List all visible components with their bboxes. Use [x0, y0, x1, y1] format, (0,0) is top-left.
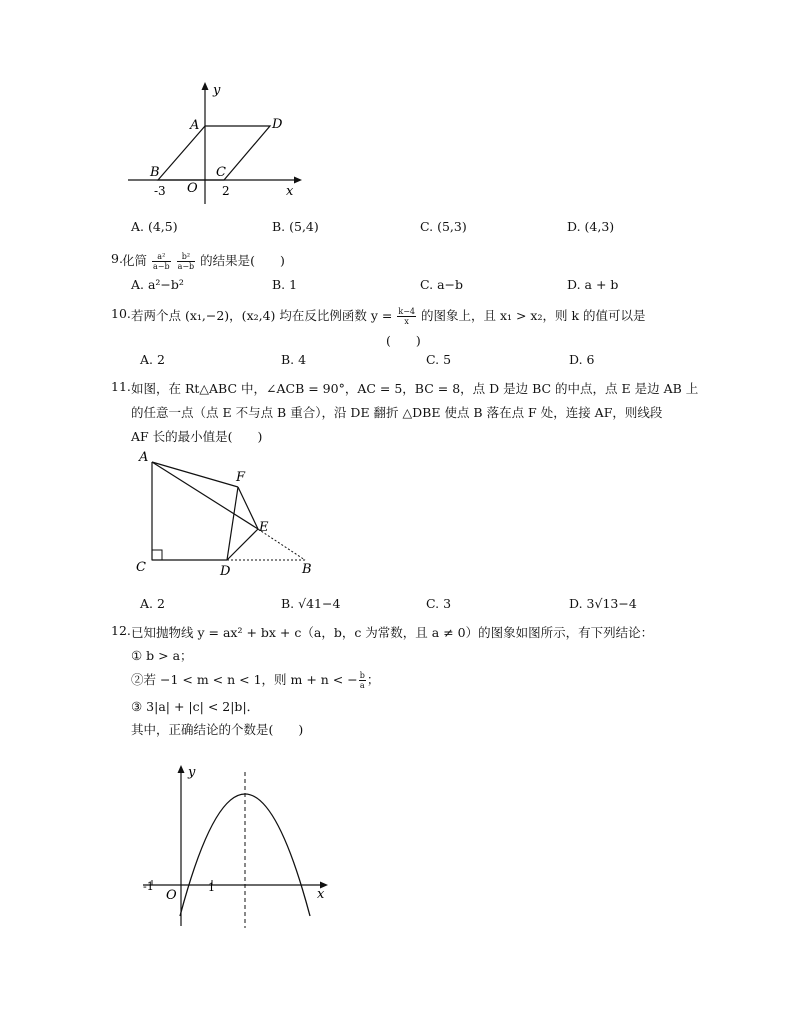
q12-line-1: 已知抛物线 y = ax² + bx + c（a，b，c 为常数，且 a ≠ 0）的图象如图所示，有下列结论：: [131, 625, 654, 640]
q11-option-b[interactable]: B. √41−4: [281, 596, 341, 611]
q10-fraction: $\frac{k-4}{x}$: [398, 307, 415, 326]
q11-point-b-label: B: [302, 562, 312, 577]
point-d-label: D: [272, 117, 283, 132]
q10-option-b[interactable]: B. 4: [281, 352, 307, 367]
q12-question: 其中，正确结论的个数是( ): [131, 722, 304, 737]
q10-text-1: 若两个点 (x₁,−2)，(x₂,4) 均在反比例函数 y =: [131, 308, 397, 323]
q12-conclusion-1: ① b > a；: [131, 648, 193, 663]
q9-option-a[interactable]: A. a²−b²: [131, 277, 184, 292]
q11-number: 11.: [111, 379, 131, 394]
q10-number: 10.: [111, 306, 131, 321]
q9-option-c[interactable]: C. a−b: [420, 277, 463, 292]
q10-stem: [131, 306, 646, 326]
q11-point-a-label: A: [139, 450, 149, 465]
q11-option-a[interactable]: A. 2: [140, 596, 165, 611]
q12-conclusion-2-text: ②若 −1 < m < n < 1，则 m + n < −: [131, 672, 358, 687]
q12-y-axis-label: y: [188, 765, 196, 780]
q9-text-post: 的结果是( ): [200, 253, 285, 268]
q11-point-c-label: C: [136, 560, 146, 575]
tick-neg3-label: -3: [154, 184, 166, 198]
q8-option-a[interactable]: A. (4,5): [131, 219, 178, 234]
q9-text-pre: 化简: [122, 253, 148, 268]
q10-option-c[interactable]: C. 5: [426, 352, 452, 367]
q9-number: 9.: [111, 251, 123, 266]
q10-answer-paren: ( ): [386, 333, 421, 348]
point-b-label: B: [150, 165, 160, 180]
q11-figure: [130, 445, 330, 580]
origin-label: O: [187, 181, 198, 196]
q9-fraction-1: $\frac{\text{a²}}{a-b}$: [153, 252, 170, 271]
q12-conclusion-2-end: ；: [366, 672, 380, 687]
q11-point-d-label: D: [220, 564, 231, 579]
q10-option-a[interactable]: A. 2: [140, 352, 165, 367]
q12-origin-label: O: [166, 888, 177, 903]
q11-line-1: 如图，在 Rt△ABC 中，∠ACB = 90°，AC = 5，BC = 8，点 D 是边 BC 的中点，点 E 是边 AB 上: [131, 381, 699, 396]
q9-option-b[interactable]: B. 1: [272, 277, 298, 292]
q12-figure: [135, 758, 335, 930]
q11-line-3: AF 长的最小值是( ): [131, 429, 263, 444]
y-axis-label: y: [213, 83, 221, 98]
q9-option-d[interactable]: D. a + b: [567, 277, 619, 292]
q11-option-d[interactable]: D. 3√13−4: [569, 596, 637, 611]
q11-point-e-label: E: [259, 520, 269, 535]
q12-conclusion-3: ③ 3|a| + |c| < 2|b|．: [131, 699, 260, 714]
q8-option-d[interactable]: D. (4,3): [567, 219, 615, 234]
q10-text-2: 的图象上，且 x₁ > x₂，则 k 的值可以是: [417, 308, 646, 323]
q11-line-2: 的任意一点（点 E 不与点 B 重合），沿 DE 翻折 △DBE 使点 B 落在点 F 处，连接 AF，则线段: [131, 405, 663, 420]
q12-x-axis-label: x: [317, 887, 325, 902]
q8-figure: [120, 78, 310, 208]
q10-option-d[interactable]: D. 6: [569, 352, 595, 367]
q11-option-c[interactable]: C. 3: [426, 596, 452, 611]
q8-option-c[interactable]: C. (5,3): [420, 219, 467, 234]
q12-fraction: $\frac{b}{a}$: [359, 671, 365, 690]
point-c-label: C: [216, 165, 226, 180]
q12-number: 12.: [111, 623, 131, 638]
q12-tick-neg1-label: -1: [143, 880, 154, 893]
q11-point-f-label: F: [236, 470, 246, 485]
q8-option-b[interactable]: B. (5,4): [272, 219, 319, 234]
q9-stem: [122, 251, 285, 271]
q12-conclusion-2: [131, 670, 379, 690]
tick-2-label: 2: [222, 184, 230, 198]
q12-tick-1-label: 1: [208, 881, 215, 894]
point-a-label: A: [190, 118, 200, 133]
x-axis-label: x: [286, 184, 294, 199]
q9-fraction-2: $\frac{\text{b²}}{a-b}$: [177, 252, 195, 271]
